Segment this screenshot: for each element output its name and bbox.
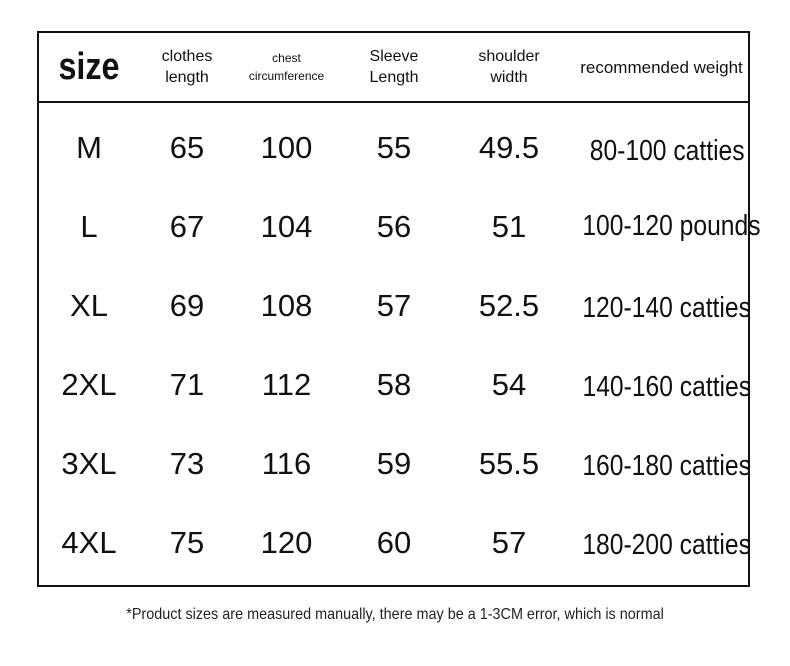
table-row bbox=[39, 424, 751, 503]
header-clothes-length: clothes length bbox=[161, 48, 213, 86]
table-row bbox=[39, 266, 751, 345]
cell-size: 4XL bbox=[61, 524, 117, 560]
table-row bbox=[39, 187, 761, 266]
cell-weight: 180-200 catties bbox=[582, 529, 751, 561]
cell-weight: 160-180 catties bbox=[582, 450, 751, 482]
cell-sleeve: 60 bbox=[376, 524, 412, 560]
cell-chest: 120 bbox=[260, 524, 313, 560]
cell-shoulder: 57 bbox=[491, 524, 527, 560]
cell-size: M bbox=[76, 129, 102, 165]
header-recommended-weight: recommended weight bbox=[580, 57, 743, 77]
cell-weight: 140-160 catties bbox=[582, 371, 752, 403]
cell-weight: 80-100 catties bbox=[589, 135, 745, 167]
cell-shoulder: 54 bbox=[491, 366, 527, 402]
cell-chest: 112 bbox=[261, 366, 312, 402]
header-sleeve-length: Sleeve Length bbox=[369, 48, 419, 86]
cell-sleeve: 58 bbox=[376, 366, 412, 402]
cell-clothes-length: 73 bbox=[169, 445, 205, 481]
header-shoulder-width: shoulder width bbox=[478, 48, 540, 86]
measurement-footnote: *Product sizes are measured manually, there may be a 1-3CM error, which is normal bbox=[126, 606, 664, 623]
cell-chest: 116 bbox=[261, 445, 312, 481]
cell-chest: 104 bbox=[260, 208, 313, 244]
cell-sleeve: 57 bbox=[376, 287, 412, 323]
cell-clothes-length: 67 bbox=[169, 208, 205, 244]
cell-chest: 100 bbox=[260, 129, 313, 165]
cell-shoulder: 49.5 bbox=[478, 129, 540, 165]
table-header-row bbox=[39, 33, 748, 103]
cell-shoulder: 51 bbox=[491, 208, 527, 244]
table-row bbox=[39, 108, 748, 187]
header-chest-circumference: chest circumference bbox=[248, 51, 325, 83]
cell-shoulder: 55.5 bbox=[478, 445, 540, 481]
cell-shoulder: 52.5 bbox=[478, 287, 540, 323]
table-row bbox=[39, 345, 752, 424]
cell-weight: 100-120 pounds bbox=[582, 210, 761, 242]
cell-clothes-length: 71 bbox=[169, 366, 205, 402]
cell-clothes-length: 69 bbox=[169, 287, 205, 323]
cell-size: XL bbox=[70, 287, 108, 323]
header-size: size bbox=[58, 45, 120, 88]
cell-clothes-length: 75 bbox=[169, 524, 205, 560]
cell-chest: 108 bbox=[260, 287, 313, 323]
cell-sleeve: 59 bbox=[376, 445, 412, 481]
cell-sleeve: 56 bbox=[376, 208, 412, 244]
cell-clothes-length: 65 bbox=[169, 129, 205, 165]
size-chart-table bbox=[37, 31, 761, 587]
cell-size: L bbox=[80, 208, 98, 244]
cell-size: 3XL bbox=[61, 445, 117, 481]
table-row bbox=[39, 503, 751, 582]
cell-sleeve: 55 bbox=[376, 129, 412, 165]
cell-size: 2XL bbox=[61, 366, 117, 402]
cell-weight: 120-140 catties bbox=[582, 292, 751, 324]
